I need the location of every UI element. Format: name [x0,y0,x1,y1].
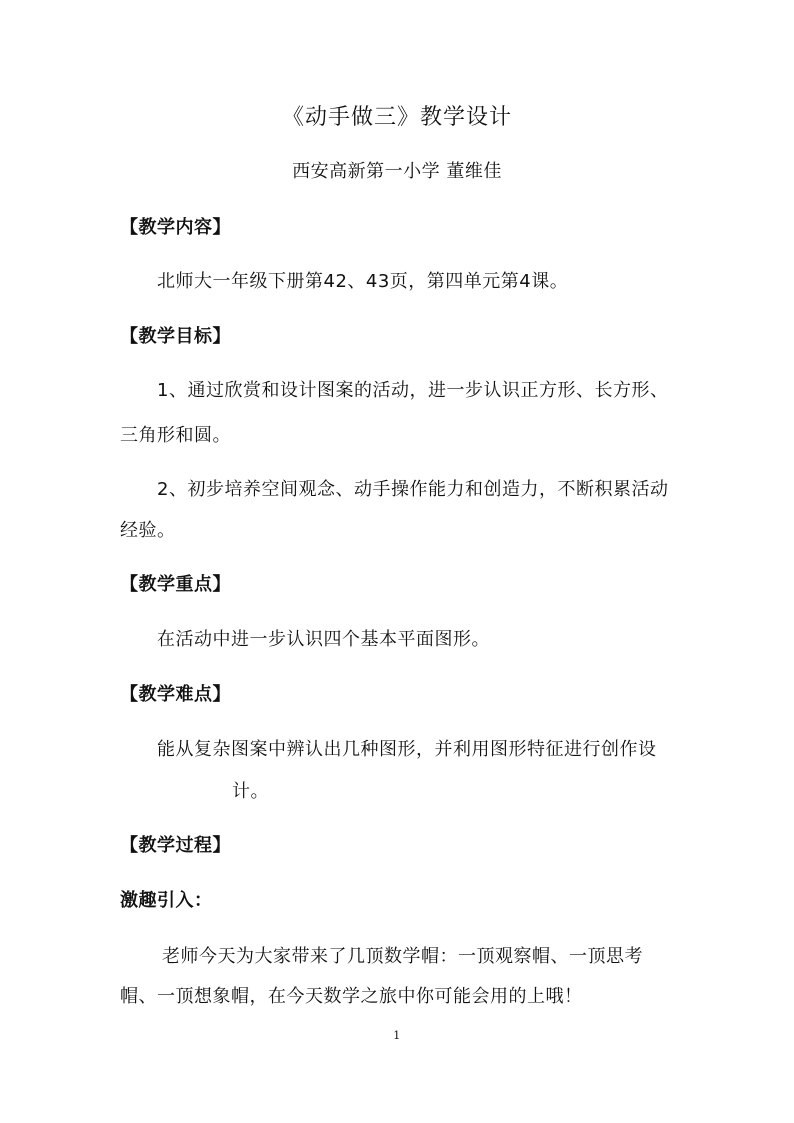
difficulties-line-2: 计。 [232,781,269,802]
document-author: 西安高新第一小学 董维佳 [292,161,502,182]
section-heading-process: 【教学过程】 [120,835,231,856]
page-number: 1 [393,1029,401,1042]
process-line-2: 帽、一顶想象帽，在今天数学之旅中你可能会用的上哦！ [120,986,583,1007]
difficulties-line-1: 能从复杂图案中辨认出几种图形，并利用图形特征进行创作设 [157,739,657,760]
objective-1-line-1: 1、通过欣赏和设计图案的活动，进一步认识正方形、长方形、 [157,380,669,401]
section-heading-difficulties: 【教学难点】 [120,684,231,705]
content-text: 北师大一年级下册第42、43页，第四单元第4课。 [157,271,569,292]
process-line-1: 老师今天为大家带来了几顶数学帽：一顶观察帽、一顶思考 [162,946,643,967]
section-heading-objectives: 【教学目标】 [120,326,231,347]
section-heading-key-points: 【教学重点】 [120,574,231,595]
key-points-text: 在活动中进一步认识四个基本平面图形。 [157,629,490,650]
objective-2-line-1: 2、初步培养空间观念、动手操作能力和创造力，不断积累活动 [157,479,669,500]
objective-2-line-2: 经验。 [120,520,176,541]
document-title: 《动手做三》教学设计 [281,105,512,130]
objective-1-line-2: 三角形和圆。 [120,425,231,446]
process-subheading: 激趣引入： [120,890,213,911]
section-heading-content: 【教学内容】 [120,217,231,238]
